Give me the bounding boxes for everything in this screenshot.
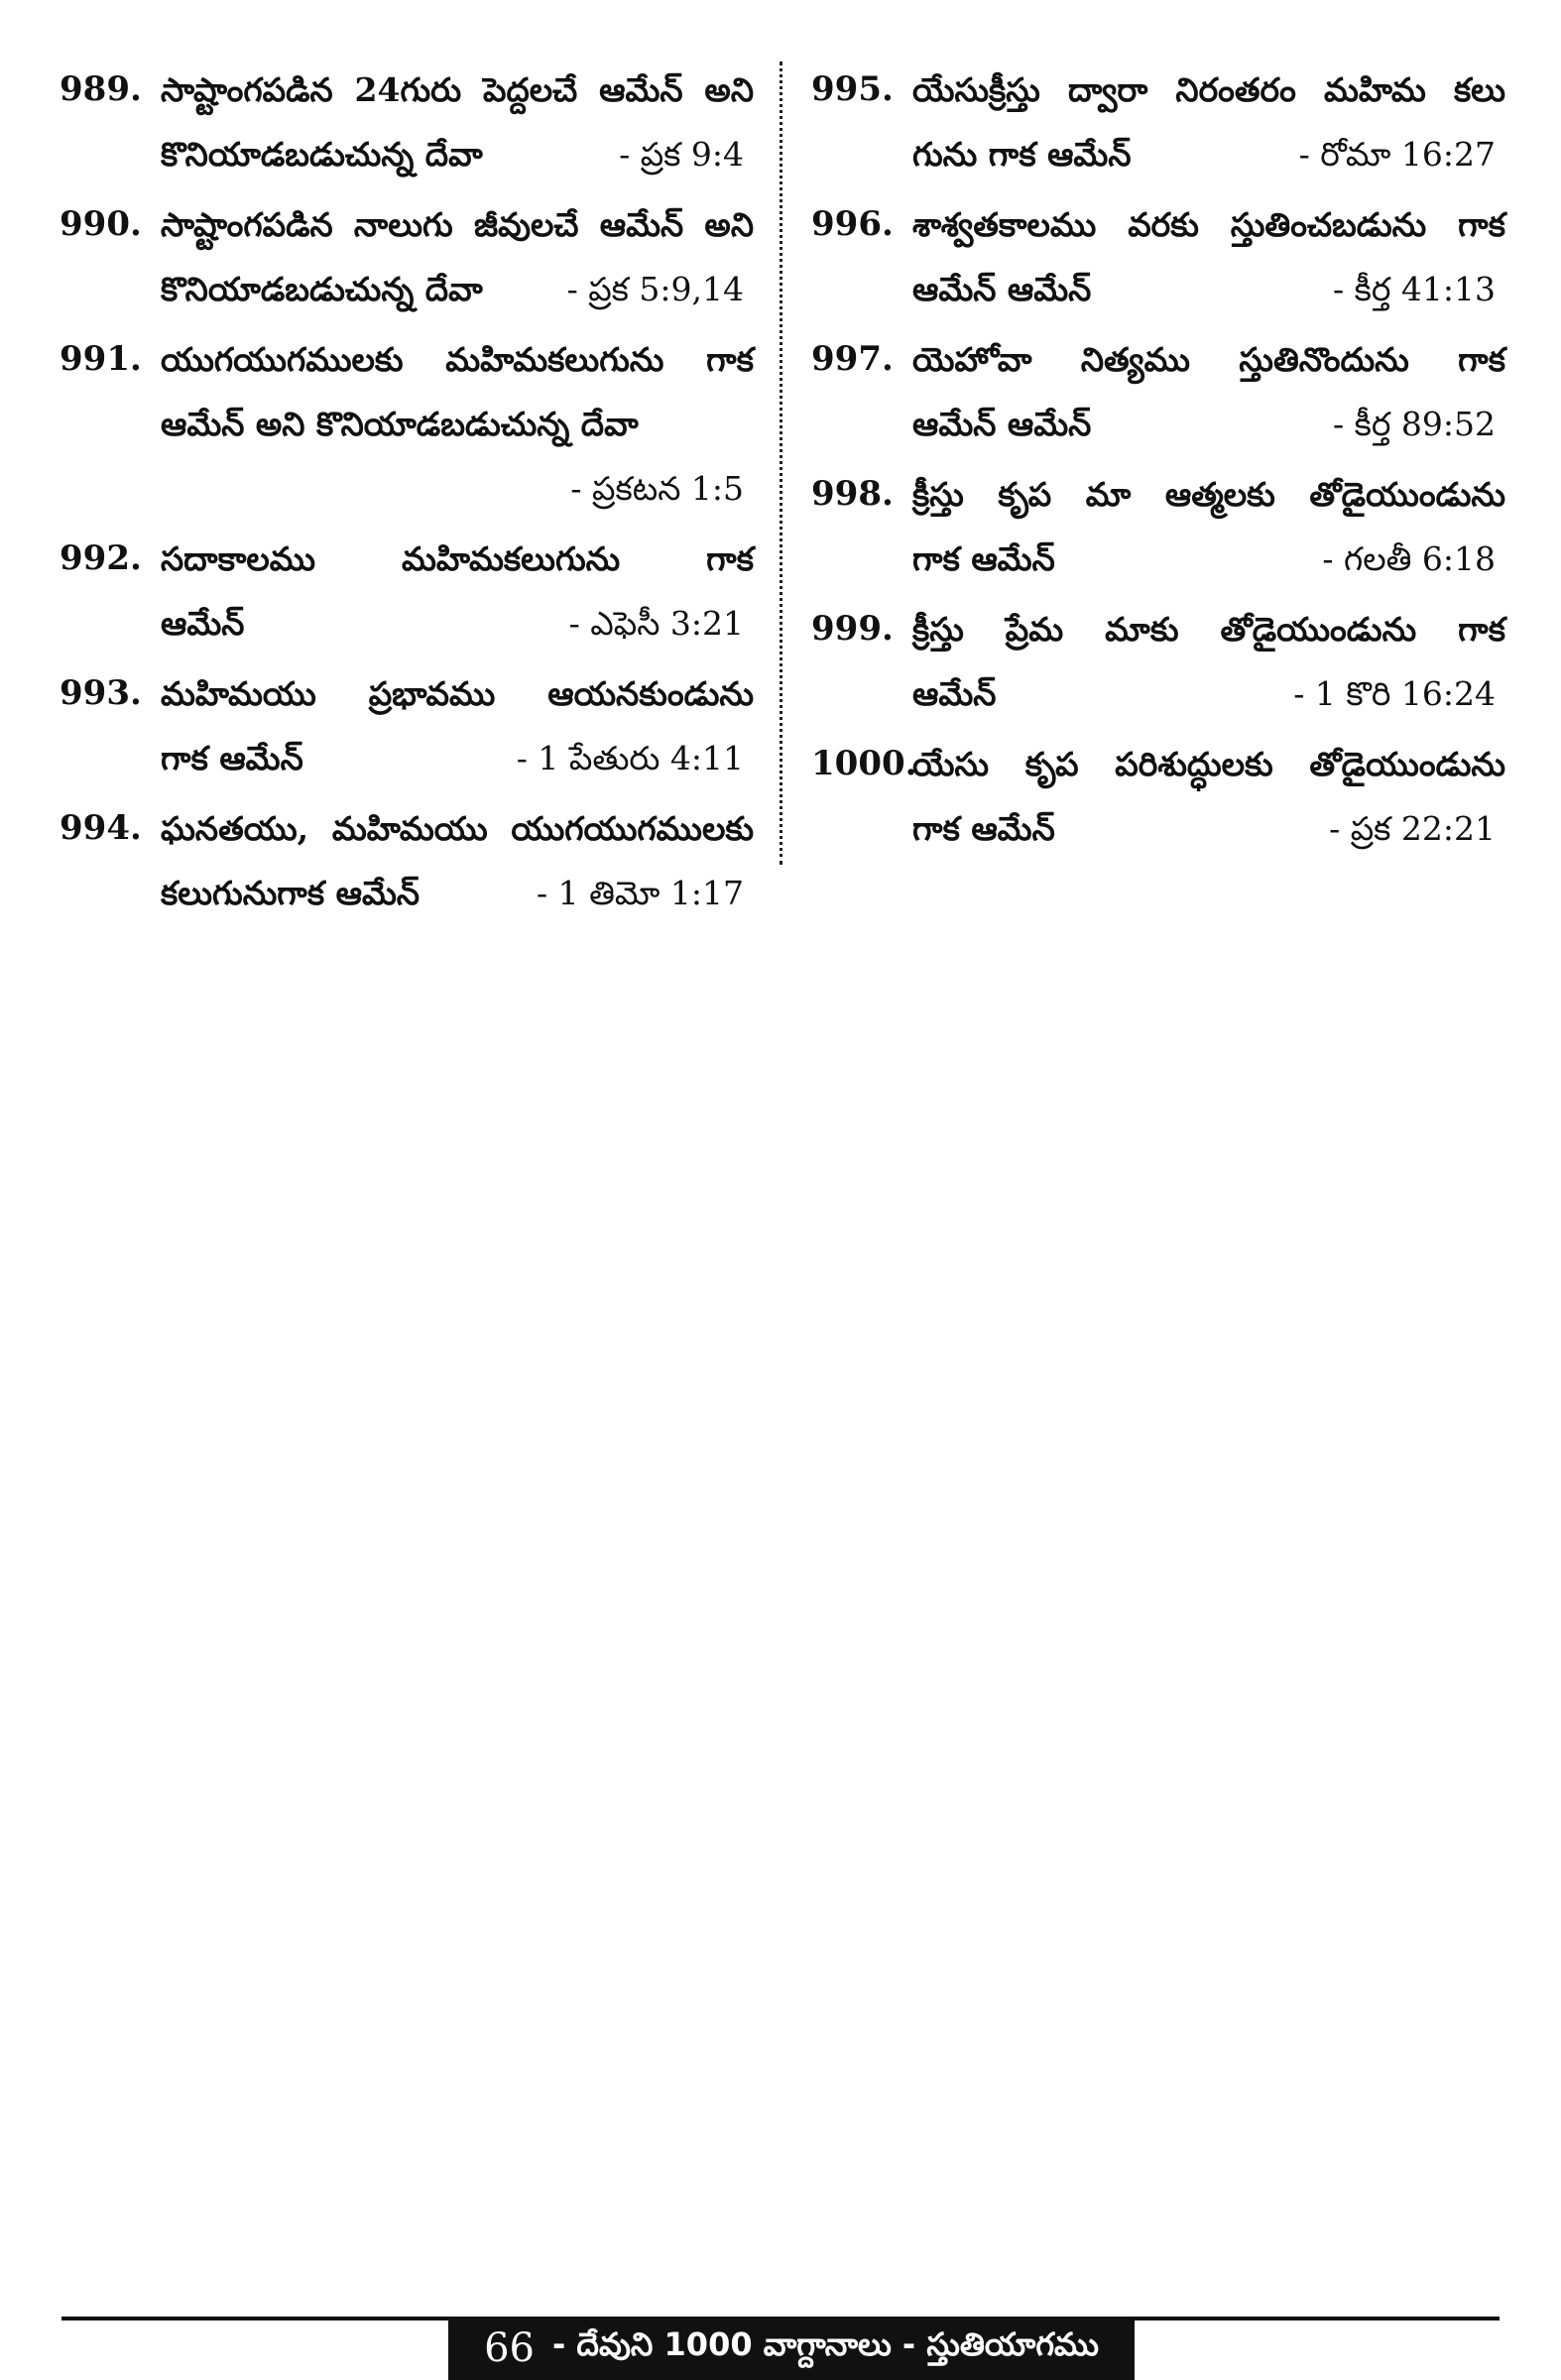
list-item (811, 58, 1505, 186)
entry-text: యుగయుగములకు మహిమకలుగును గాక (161, 340, 754, 379)
entry-number: 999. (811, 609, 894, 649)
scripture-reference: - 1 పేతురు 4:11 (516, 739, 744, 777)
page-number: 66 (484, 2325, 535, 2371)
entry-number: 991. (60, 339, 142, 379)
entry-text: కొనియాడబడుచున్న దేవా (161, 270, 483, 308)
right-column (811, 58, 1505, 867)
entry-number: 994. (60, 808, 142, 848)
entry-text: కలుగునుగాక ఆమేన్ (161, 874, 420, 912)
entry-text: క్రీస్తు ప్రేమ మాకు తోడైయుండును గాక (912, 610, 1505, 649)
entry-text: ఆమేన్ (161, 604, 245, 643)
scripture-reference: - ఎఫెసీ 3:21 (568, 604, 744, 643)
entry-text: గాక ఆమేన్ (912, 809, 1055, 848)
list-item (811, 327, 1505, 456)
entry-number: 990. (60, 204, 142, 244)
entry-number: 996. (811, 204, 894, 244)
scripture-reference: - ప్రకటన 1:5 (570, 469, 744, 508)
entry-text: ఘనతయు, మహిమయు యుగయుగములకు (161, 809, 754, 848)
entry-text: ఆమేన్ (912, 674, 997, 713)
list-item (60, 327, 754, 521)
entry-text: క్రీస్తు కృప మా ఆత్మలకు తోడైయుండును (912, 475, 1505, 514)
scripture-reference: - కీర్త 41:13 (1332, 270, 1496, 308)
entry-text: శాశ్వతకాలము వరకు స్తుతించబడును గాక (912, 205, 1505, 244)
left-column (60, 58, 754, 931)
entry-text: కొనియాడబడుచున్న దేవా (161, 135, 483, 174)
list-item (811, 462, 1505, 591)
entry-number: 997. (811, 339, 894, 379)
list-item (811, 192, 1505, 321)
list-item (60, 58, 754, 186)
entry-text: గును గాక ఆమేన్ (912, 135, 1132, 174)
scripture-reference: - గలతీ 6:18 (1322, 539, 1496, 578)
entry-text: సాష్టాంగపడిన 24గురు పెద్దలచే ఆమేన్ అని (161, 70, 754, 109)
entry-number: 992. (60, 538, 142, 578)
footer-banner (448, 2317, 1135, 2380)
list-item (811, 732, 1505, 861)
scripture-reference: - ప్రక 9:4 (619, 135, 744, 174)
entry-text: ఆమేన్ ఆమేన్ (912, 405, 1092, 443)
entry-text: యెహోవా నిత్యము స్తుతినొందును గాక (912, 340, 1505, 379)
scripture-reference: - ప్రక 22:21 (1329, 809, 1496, 848)
column-divider (780, 61, 782, 865)
entry-text: ఆమేన్ ఆమేన్ (912, 270, 1092, 308)
entry-text: గాక ఆమేన్ (912, 539, 1055, 578)
entry-text: ఆమేన్ అని కొనియాడబడుచున్న దేవా (161, 405, 639, 443)
entry-number: 998. (811, 474, 894, 514)
scripture-reference: - రోమా 16:27 (1298, 135, 1496, 174)
entry-text: సదాకాలము మహిమకలుగును గాక (161, 539, 754, 578)
list-item (60, 527, 754, 655)
scripture-reference: - కీర్త 89:52 (1332, 405, 1496, 443)
entry-text: మహిమయు ప్రభావము ఆయనకుండును (161, 674, 754, 713)
entry-number: 995. (811, 69, 894, 109)
entry-text: యేసు కృప పరిశుద్ధులకు తోడైయుండును (912, 745, 1505, 783)
list-item (811, 597, 1505, 726)
entry-text: గాక ఆమేన్ (161, 739, 303, 777)
list-item (60, 192, 754, 321)
entry-number: 989. (60, 69, 142, 109)
scripture-reference: - 1 కొరి 16:24 (1293, 674, 1496, 713)
entry-number: 1000. (811, 744, 917, 783)
entry-text: సాష్టాంగపడిన నాలుగు జీవులచే ఆమేన్ అని (161, 205, 754, 244)
book-title: - దేవుని 1000 వాగ్దానాలు - స్తుతియాగము (551, 2325, 1099, 2363)
scripture-reference: - 1 తిమో 1:17 (536, 874, 744, 912)
entry-number: 993. (60, 673, 142, 713)
entry-text: యేసుక్రీస్తు ద్వారా నిరంతరం మహిమ కలు (912, 70, 1505, 109)
list-item (60, 796, 754, 925)
scripture-reference: - ప్రక 5:9,14 (566, 270, 744, 308)
list-item (60, 661, 754, 790)
